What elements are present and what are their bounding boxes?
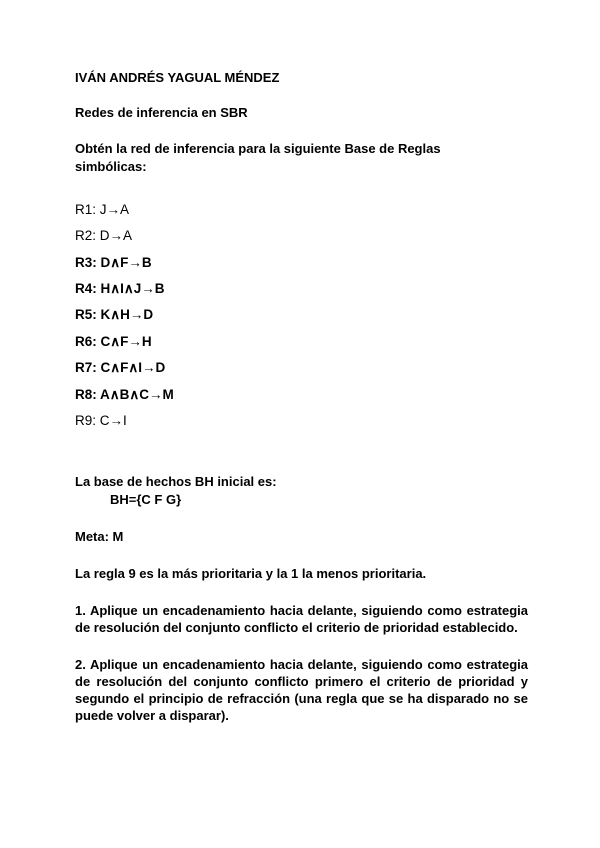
rule-r7	[75, 360, 165, 376]
rule-r3	[75, 255, 152, 271]
instruction-line-1: Obtén la red de inferencia para la siguiente Base de Reglas	[75, 141, 441, 156]
rule-expression: D∧F→B	[100, 255, 152, 270]
rule-expression: K∧H→D	[100, 307, 154, 322]
rule-id: R5:	[75, 307, 97, 322]
rule-id: R6:	[75, 334, 97, 349]
rule-expression: D→A	[99, 228, 133, 243]
rule-expression: C→I	[99, 413, 127, 428]
subject-title: Redes de inferencia en SBR	[75, 105, 248, 120]
rule-expression: C∧F∧I→D	[100, 360, 166, 375]
rule-r5	[75, 307, 153, 323]
rule-r4	[75, 281, 165, 297]
rule-id: R7:	[75, 360, 97, 375]
rule-id: R1:	[75, 202, 97, 217]
rule-id: R8:	[75, 387, 97, 402]
task-2: 2. Aplique un encadenamiento hacia delante, siguiendo como estrategia de resolución del conjunto conflicto primero el criterio de prioridad y segundo el principio de refracción (una regla que se ha disparado no se puede volver a disparar).	[75, 657, 528, 723]
rule-expression: A∧B∧C→M	[100, 387, 174, 402]
rule-id: R9:	[75, 413, 97, 428]
rule-r8	[75, 387, 174, 403]
rule-r9	[75, 413, 127, 428]
rule-r6	[75, 334, 152, 350]
rule-r2	[75, 228, 132, 243]
rule-expression: H∧I∧J→B	[100, 281, 165, 296]
author-name: IVÁN ANDRÉS YAGUAL MÉNDEZ	[75, 70, 280, 85]
goal: Meta: M	[75, 529, 124, 544]
rule-id: R2:	[75, 228, 97, 243]
rule-id: R3:	[75, 255, 97, 270]
facts-label: La base de hechos BH inicial es:	[75, 474, 277, 489]
rule-expression: J→A	[99, 202, 130, 217]
rule-r1	[75, 202, 129, 217]
facts-value: BH={C F G}	[110, 492, 182, 507]
priority-note: La regla 9 es la más prioritaria y la 1 la menos prioritaria.	[75, 566, 427, 581]
rule-expression: C∧F→H	[100, 334, 152, 349]
task-1: 1. Aplique un encadenamiento hacia delante, siguiendo como estrategia de resolución del conjunto conflicto el criterio de prioridad establecido.	[75, 603, 528, 635]
rule-id: R4:	[75, 281, 97, 296]
instruction-line-2: simbólicas:	[75, 159, 147, 174]
